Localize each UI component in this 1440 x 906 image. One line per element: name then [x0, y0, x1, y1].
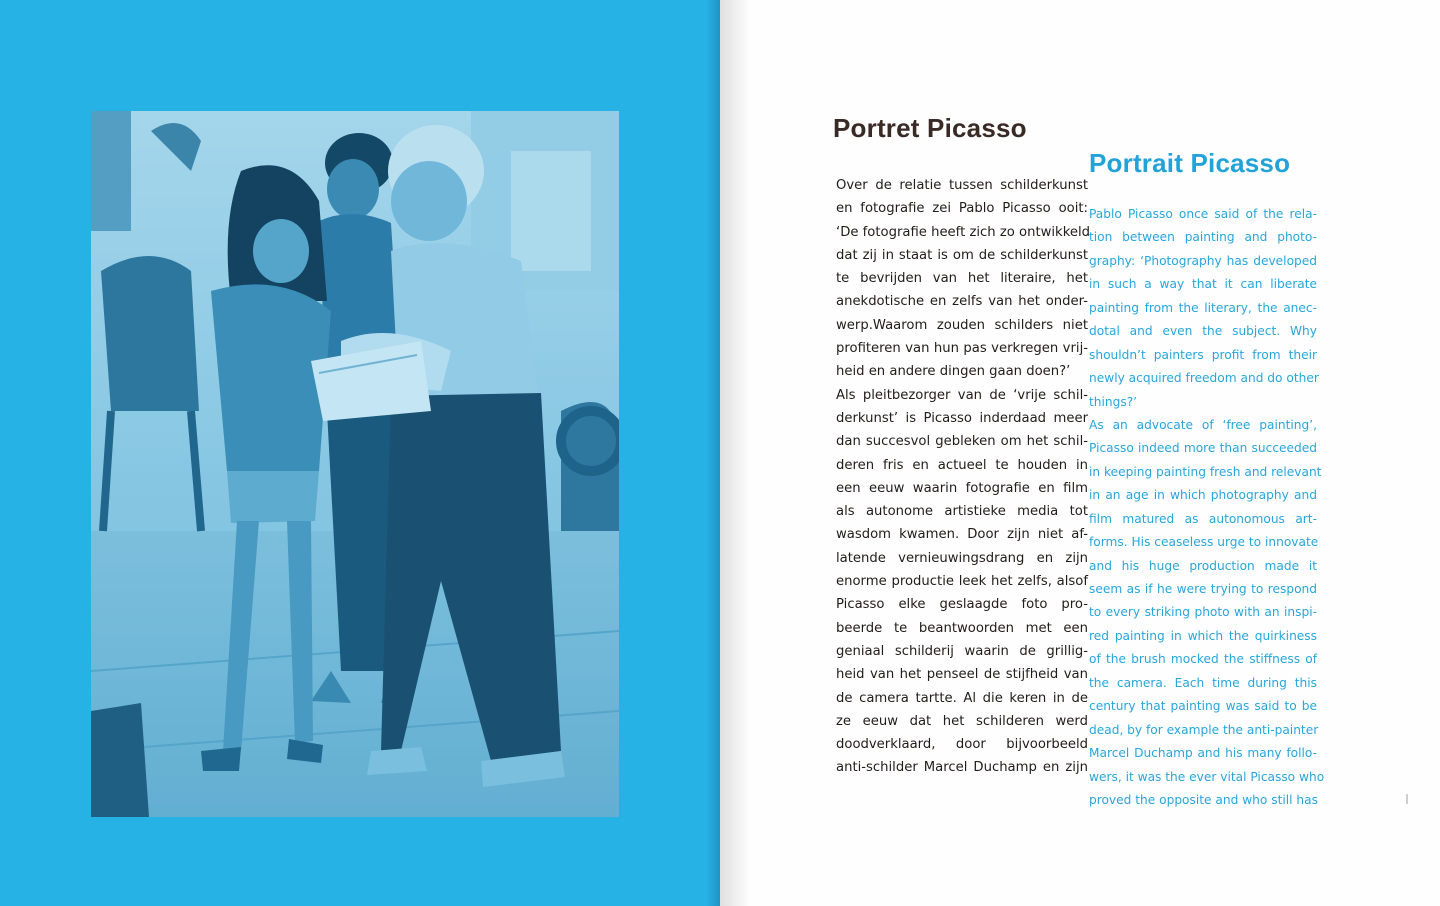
dutch-line: wasdom kwamen. Door zijn niet af-: [836, 527, 1088, 543]
photo-picasso-with-children: [91, 111, 619, 817]
dutch-line: dan succesvol gebleken om het schil-: [836, 434, 1088, 450]
english-line: graphy: ‘Photography has developed: [1089, 253, 1317, 268]
dutch-line: een eeuw waarin fotografie en film: [836, 480, 1088, 496]
english-line: red painting in which the quirkiness: [1089, 628, 1317, 643]
dutch-line: heid en andere dingen gaan doen?’: [836, 364, 1071, 380]
english-line: the camera. Each time during this: [1089, 675, 1317, 690]
photo-illustration: [91, 111, 619, 817]
title-dutch: Portret Picasso: [833, 113, 1027, 143]
english-text-column: [1089, 203, 1325, 812]
english-line: Pablo Picasso once said of the rela-: [1089, 207, 1317, 221]
dutch-line: dat zij in staat is om de schilderkunst: [836, 247, 1088, 263]
gutter-shadow-left: [706, 0, 720, 906]
english-line: of the brush mocked the stiffness of: [1089, 652, 1317, 667]
page-mark: [1406, 794, 1408, 804]
dutch-line: profiteren van hun pas verkregen vrij-: [836, 341, 1088, 357]
dutch-line: heid van het penseel de stijfheid van: [836, 667, 1088, 683]
dutch-line: te bevrijden van het literaire, het: [836, 271, 1088, 287]
english-line: dead, by for example the anti-painter: [1089, 722, 1319, 737]
english-line: newly acquired freedom and do other: [1089, 371, 1319, 386]
english-line: in such a way that it can liberate: [1089, 277, 1317, 292]
english-line: shouldn’t painters profit from their: [1089, 347, 1317, 362]
title-english: Portrait Picasso: [1089, 148, 1291, 178]
dutch-line: anekdotische en zelfs van het onder-: [836, 294, 1088, 310]
dutch-line: deren fris en actueel te houden in: [836, 457, 1088, 473]
dutch-line: werp.Waarom zouden schilders niet: [836, 317, 1088, 333]
dutch-line: doodverklaard, door bijvoorbeeld: [836, 737, 1088, 753]
english-line: seem as if he were trying to respond: [1089, 582, 1317, 596]
dutch-line: als autonome artistieke media tot: [836, 504, 1088, 520]
english-line: wers, it was the ever vital Picasso who: [1089, 769, 1325, 784]
dutch-line: anti-schilder Marcel Duchamp en zijn: [836, 760, 1088, 776]
english-line: dotal and even the subject. Why: [1089, 324, 1317, 339]
english-line: forms. His ceaseless urge to innovate: [1089, 535, 1319, 550]
english-line: Marcel Duchamp and his many follo-: [1089, 746, 1317, 761]
dutch-line: latende vernieuwingsdrang en zijn: [836, 550, 1088, 566]
dutch-line: ‘De fotografie heeft zich zo ontwikkeld: [836, 224, 1091, 240]
english-line: film matured as autonomous art-: [1089, 511, 1317, 526]
dutch-line: beerde te beantwoorden met een: [836, 620, 1088, 636]
english-line: to every striking photo with an inspi-: [1089, 605, 1317, 620]
dutch-line: geniaal schilderij waarin de grillig-: [836, 643, 1088, 659]
english-line: things?’: [1089, 394, 1138, 409]
dutch-line: Over de relatie tussen schilderkunst: [836, 178, 1088, 193]
english-line: proved the opposite and who still has: [1089, 792, 1318, 807]
dutch-line: en fotografie zei Pablo Picasso ooit:: [836, 201, 1088, 217]
english-line: tion between painting and photo-: [1089, 230, 1317, 245]
dutch-line: ze eeuw dat het schilderen werd: [836, 713, 1088, 729]
english-line: As an advocate of ‘free painting’,: [1089, 417, 1317, 432]
dutch-line: derkunst’ is Picasso inderdaad meer: [836, 410, 1088, 426]
english-line: in an age in which photography and: [1089, 488, 1317, 503]
dutch-line: Picasso elke geslaagde foto pro-: [836, 597, 1088, 613]
english-line: century that painting was said to be: [1089, 699, 1317, 714]
dutch-text-column: [836, 174, 1091, 780]
dutch-line: Als pleitbezorger van de ‘vrije schil-: [836, 387, 1088, 403]
english-line: and his huge production made it: [1089, 558, 1317, 573]
english-line: painting from the literary, the anec-: [1089, 300, 1317, 315]
dutch-line: enorme productie leek het zelfs, alsof: [836, 574, 1088, 590]
dutch-line: de camera tartte. Al die keren in de: [836, 690, 1088, 706]
gutter-shadow-right: [720, 0, 750, 906]
english-line: in keeping painting fresh and relevant: [1089, 464, 1322, 479]
english-line: Picasso indeed more than succeeded: [1089, 441, 1317, 456]
